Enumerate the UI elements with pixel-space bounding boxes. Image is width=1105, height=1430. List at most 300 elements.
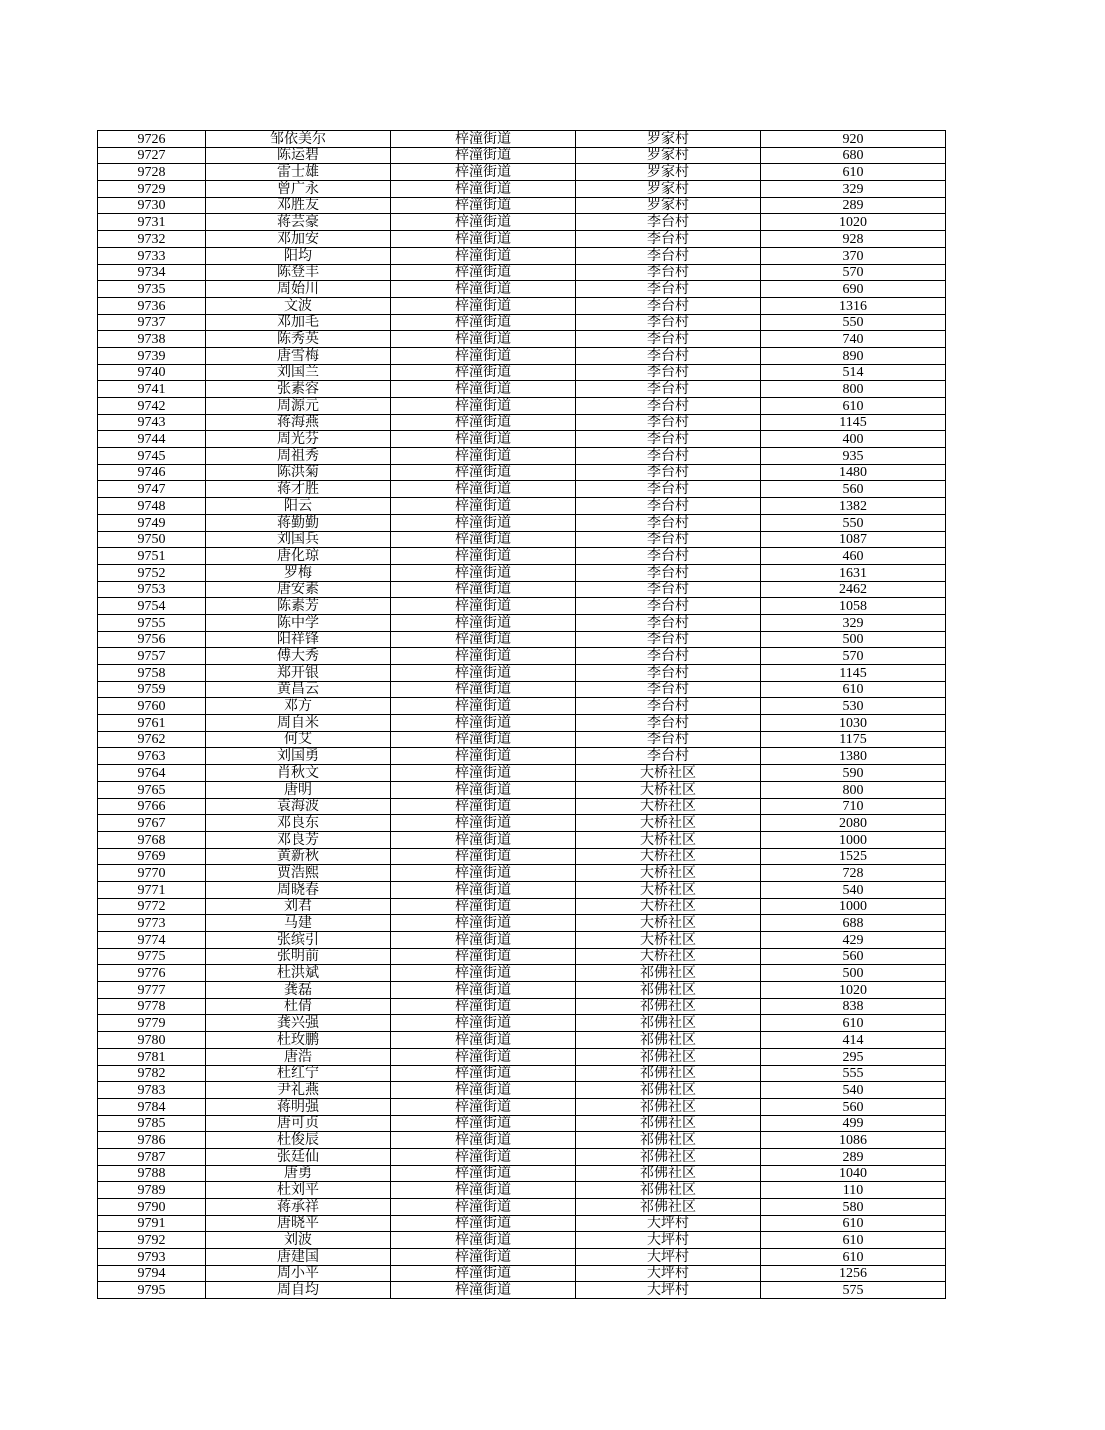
row-number-cell: 9776 — [98, 965, 206, 982]
name-cell: 尹礼燕 — [206, 1082, 391, 1099]
name-cell: 杜倩 — [206, 998, 391, 1015]
name-cell: 马建 — [206, 915, 391, 932]
name-cell: 郑开银 — [206, 665, 391, 682]
name-cell: 周小平 — [206, 1265, 391, 1282]
name-cell: 蒋承祥 — [206, 1199, 391, 1216]
name-cell: 张廷仙 — [206, 1148, 391, 1165]
amount-cell: 560 — [761, 481, 946, 498]
name-cell: 邓方 — [206, 698, 391, 715]
village-cell: 罗家村 — [576, 131, 761, 148]
row-number-cell: 9740 — [98, 364, 206, 381]
village-cell: 大桥社区 — [576, 765, 761, 782]
street-cell: 梓潼街道 — [391, 648, 576, 665]
village-cell: 罗家村 — [576, 197, 761, 214]
name-cell: 杜玫鹏 — [206, 1032, 391, 1049]
street-cell: 梓潼街道 — [391, 414, 576, 431]
amount-cell: 1030 — [761, 715, 946, 732]
amount-cell: 514 — [761, 364, 946, 381]
name-cell: 刘国兰 — [206, 364, 391, 381]
name-cell: 曾广永 — [206, 181, 391, 198]
row-number-cell: 9768 — [98, 831, 206, 848]
table-row — [98, 314, 946, 331]
street-cell: 梓潼街道 — [391, 281, 576, 298]
street-cell: 梓潼街道 — [391, 514, 576, 531]
table-row — [98, 1265, 946, 1282]
street-cell: 梓潼街道 — [391, 164, 576, 181]
street-cell: 梓潼街道 — [391, 665, 576, 682]
row-number-cell: 9747 — [98, 481, 206, 498]
street-cell: 梓潼街道 — [391, 982, 576, 999]
street-cell: 梓潼街道 — [391, 1165, 576, 1182]
village-cell: 李台村 — [576, 598, 761, 615]
table-row — [98, 1048, 946, 1065]
row-number-cell: 9763 — [98, 748, 206, 765]
street-cell: 梓潼街道 — [391, 1065, 576, 1082]
name-cell: 龚磊 — [206, 982, 391, 999]
table-row — [98, 965, 946, 982]
name-cell: 周光芬 — [206, 431, 391, 448]
table-row — [98, 731, 946, 748]
village-cell: 李台村 — [576, 631, 761, 648]
amount-cell: 429 — [761, 932, 946, 949]
name-cell: 陈中学 — [206, 614, 391, 631]
village-cell: 李台村 — [576, 514, 761, 531]
table-row — [98, 264, 946, 281]
row-number-cell: 9788 — [98, 1165, 206, 1182]
row-number-cell: 9772 — [98, 898, 206, 915]
village-cell: 李台村 — [576, 715, 761, 732]
amount-cell: 610 — [761, 1232, 946, 1249]
amount-cell: 1175 — [761, 731, 946, 748]
village-cell: 祁佛社区 — [576, 1032, 761, 1049]
name-cell: 蒋芸豪 — [206, 214, 391, 231]
name-cell: 唐建国 — [206, 1249, 391, 1266]
village-cell: 大桥社区 — [576, 831, 761, 848]
table-row — [98, 548, 946, 565]
name-cell: 蒋才胜 — [206, 481, 391, 498]
name-cell: 杜刘平 — [206, 1182, 391, 1199]
village-cell: 祁佛社区 — [576, 1148, 761, 1165]
table-row — [98, 481, 946, 498]
table-row — [98, 665, 946, 682]
street-cell: 梓潼街道 — [391, 398, 576, 415]
row-number-cell: 9744 — [98, 431, 206, 448]
row-number-cell: 9777 — [98, 982, 206, 999]
row-number-cell: 9736 — [98, 297, 206, 314]
table-row — [98, 1082, 946, 1099]
name-cell: 邓加毛 — [206, 314, 391, 331]
amount-cell: 540 — [761, 881, 946, 898]
table-row — [98, 1065, 946, 1082]
amount-cell: 1020 — [761, 214, 946, 231]
row-number-cell: 9771 — [98, 881, 206, 898]
name-cell: 刘国兵 — [206, 531, 391, 548]
street-cell: 梓潼街道 — [391, 247, 576, 264]
table-row — [98, 281, 946, 298]
name-cell: 周源元 — [206, 398, 391, 415]
row-number-cell: 9741 — [98, 381, 206, 398]
village-cell: 罗家村 — [576, 164, 761, 181]
row-number-cell: 9766 — [98, 798, 206, 815]
name-cell: 罗梅 — [206, 564, 391, 581]
amount-cell: 499 — [761, 1115, 946, 1132]
street-cell: 梓潼街道 — [391, 614, 576, 631]
row-number-cell: 9761 — [98, 715, 206, 732]
street-cell: 梓潼街道 — [391, 314, 576, 331]
row-number-cell: 9767 — [98, 815, 206, 832]
table-row — [98, 765, 946, 782]
name-cell: 肖秋文 — [206, 765, 391, 782]
street-cell: 梓潼街道 — [391, 748, 576, 765]
table-row — [98, 147, 946, 164]
village-cell: 祁佛社区 — [576, 1182, 761, 1199]
table-row — [98, 932, 946, 949]
amount-cell: 1480 — [761, 464, 946, 481]
name-cell: 陈素芳 — [206, 598, 391, 615]
row-number-cell: 9742 — [98, 398, 206, 415]
street-cell: 梓潼街道 — [391, 1032, 576, 1049]
amount-cell: 800 — [761, 381, 946, 398]
row-number-cell: 9770 — [98, 865, 206, 882]
table-row — [98, 364, 946, 381]
table-row — [98, 1282, 946, 1299]
village-cell: 祁佛社区 — [576, 1048, 761, 1065]
street-cell: 梓潼街道 — [391, 898, 576, 915]
row-number-cell: 9773 — [98, 915, 206, 932]
street-cell: 梓潼街道 — [391, 965, 576, 982]
village-cell: 李台村 — [576, 531, 761, 548]
table-row — [98, 1182, 946, 1199]
village-cell: 祁佛社区 — [576, 1098, 761, 1115]
amount-cell: 1380 — [761, 748, 946, 765]
amount-cell: 1145 — [761, 414, 946, 431]
name-cell: 阳祥锋 — [206, 631, 391, 648]
amount-cell: 500 — [761, 965, 946, 982]
row-number-cell: 9760 — [98, 698, 206, 715]
street-cell: 梓潼街道 — [391, 932, 576, 949]
street-cell: 梓潼街道 — [391, 1115, 576, 1132]
amount-cell: 570 — [761, 648, 946, 665]
amount-cell: 289 — [761, 1148, 946, 1165]
table-row — [98, 748, 946, 765]
street-cell: 梓潼街道 — [391, 297, 576, 314]
table-row — [98, 131, 946, 148]
row-number-cell: 9756 — [98, 631, 206, 648]
street-cell: 梓潼街道 — [391, 1232, 576, 1249]
row-number-cell: 9789 — [98, 1182, 206, 1199]
village-cell: 大桥社区 — [576, 848, 761, 865]
street-cell: 梓潼街道 — [391, 231, 576, 248]
street-cell: 梓潼街道 — [391, 798, 576, 815]
village-cell: 大坪村 — [576, 1265, 761, 1282]
village-cell: 祁佛社区 — [576, 965, 761, 982]
row-number-cell: 9779 — [98, 1015, 206, 1032]
row-number-cell: 9753 — [98, 581, 206, 598]
street-cell: 梓潼街道 — [391, 381, 576, 398]
amount-cell: 800 — [761, 781, 946, 798]
row-number-cell: 9757 — [98, 648, 206, 665]
street-cell: 梓潼街道 — [391, 998, 576, 1015]
row-number-cell: 9791 — [98, 1215, 206, 1232]
name-cell: 阳均 — [206, 247, 391, 264]
row-number-cell: 9765 — [98, 781, 206, 798]
row-number-cell: 9752 — [98, 564, 206, 581]
amount-cell: 575 — [761, 1282, 946, 1299]
amount-cell: 400 — [761, 431, 946, 448]
village-cell: 李台村 — [576, 431, 761, 448]
street-cell: 梓潼街道 — [391, 881, 576, 898]
amount-cell: 560 — [761, 948, 946, 965]
amount-cell: 555 — [761, 1065, 946, 1082]
row-number-cell: 9794 — [98, 1265, 206, 1282]
street-cell: 梓潼街道 — [391, 131, 576, 148]
name-cell: 雷士雄 — [206, 164, 391, 181]
amount-cell: 890 — [761, 347, 946, 364]
street-cell: 梓潼街道 — [391, 197, 576, 214]
street-cell: 梓潼街道 — [391, 781, 576, 798]
village-cell: 罗家村 — [576, 181, 761, 198]
village-cell: 祁佛社区 — [576, 982, 761, 999]
row-number-cell: 9733 — [98, 247, 206, 264]
name-cell: 邓胜友 — [206, 197, 391, 214]
row-number-cell: 9783 — [98, 1082, 206, 1099]
table-row — [98, 414, 946, 431]
name-cell: 唐可贞 — [206, 1115, 391, 1132]
street-cell: 梓潼街道 — [391, 1015, 576, 1032]
name-cell: 周自均 — [206, 1282, 391, 1299]
table-row — [98, 1148, 946, 1165]
street-cell: 梓潼街道 — [391, 948, 576, 965]
street-cell: 梓潼街道 — [391, 531, 576, 548]
amount-cell: 1020 — [761, 982, 946, 999]
row-number-cell: 9793 — [98, 1249, 206, 1266]
street-cell: 梓潼街道 — [391, 1048, 576, 1065]
row-number-cell: 9746 — [98, 464, 206, 481]
street-cell: 梓潼街道 — [391, 364, 576, 381]
table-row — [98, 982, 946, 999]
village-cell: 祁佛社区 — [576, 1115, 761, 1132]
row-number-cell: 9735 — [98, 281, 206, 298]
name-cell: 周始川 — [206, 281, 391, 298]
table-row — [98, 398, 946, 415]
street-cell: 梓潼街道 — [391, 1282, 576, 1299]
row-number-cell: 9729 — [98, 181, 206, 198]
table-row — [98, 581, 946, 598]
amount-cell: 295 — [761, 1048, 946, 1065]
village-cell: 大桥社区 — [576, 781, 761, 798]
street-cell: 梓潼街道 — [391, 1265, 576, 1282]
table-row — [98, 798, 946, 815]
village-cell: 李台村 — [576, 347, 761, 364]
name-cell: 刘国勇 — [206, 748, 391, 765]
village-cell: 李台村 — [576, 331, 761, 348]
village-cell: 大坪村 — [576, 1232, 761, 1249]
name-cell: 邓良东 — [206, 815, 391, 832]
name-cell: 贾浩熙 — [206, 865, 391, 882]
name-cell: 龚兴强 — [206, 1015, 391, 1032]
street-cell: 梓潼街道 — [391, 1082, 576, 1099]
street-cell: 梓潼街道 — [391, 865, 576, 882]
amount-cell: 680 — [761, 147, 946, 164]
name-cell: 邓良芳 — [206, 831, 391, 848]
name-cell: 周祖秀 — [206, 448, 391, 465]
row-number-cell: 9730 — [98, 197, 206, 214]
amount-cell: 1145 — [761, 665, 946, 682]
table-row — [98, 214, 946, 231]
name-cell: 唐晓平 — [206, 1215, 391, 1232]
street-cell: 梓潼街道 — [391, 598, 576, 615]
street-cell: 梓潼街道 — [391, 815, 576, 832]
street-cell: 梓潼街道 — [391, 1132, 576, 1149]
name-cell: 杜洪斌 — [206, 965, 391, 982]
name-cell: 陈洪菊 — [206, 464, 391, 481]
name-cell: 唐勇 — [206, 1165, 391, 1182]
row-number-cell: 9728 — [98, 164, 206, 181]
row-number-cell: 9759 — [98, 681, 206, 698]
village-cell: 大桥社区 — [576, 815, 761, 832]
amount-cell: 1631 — [761, 564, 946, 581]
street-cell: 梓潼街道 — [391, 681, 576, 698]
amount-cell: 570 — [761, 264, 946, 281]
name-cell: 张缤引 — [206, 932, 391, 949]
name-cell: 周晓春 — [206, 881, 391, 898]
village-cell: 李台村 — [576, 648, 761, 665]
name-cell: 唐浩 — [206, 1048, 391, 1065]
village-cell: 李台村 — [576, 381, 761, 398]
street-cell: 梓潼街道 — [391, 1215, 576, 1232]
amount-cell: 610 — [761, 1015, 946, 1032]
name-cell: 张素容 — [206, 381, 391, 398]
table-row — [98, 614, 946, 631]
row-number-cell: 9737 — [98, 314, 206, 331]
street-cell: 梓潼街道 — [391, 481, 576, 498]
village-cell: 李台村 — [576, 398, 761, 415]
street-cell: 梓潼街道 — [391, 264, 576, 281]
street-cell: 梓潼街道 — [391, 765, 576, 782]
village-cell: 祁佛社区 — [576, 998, 761, 1015]
name-cell: 杜红宁 — [206, 1065, 391, 1082]
amount-cell: 1058 — [761, 598, 946, 615]
table-row — [98, 381, 946, 398]
name-cell: 蒋勤勤 — [206, 514, 391, 531]
name-cell: 陈运碧 — [206, 147, 391, 164]
street-cell: 梓潼街道 — [391, 181, 576, 198]
name-cell: 唐雪梅 — [206, 347, 391, 364]
name-cell: 唐化琼 — [206, 548, 391, 565]
table-row — [98, 231, 946, 248]
table-row — [98, 297, 946, 314]
table-row — [98, 1249, 946, 1266]
street-cell: 梓潼街道 — [391, 347, 576, 364]
data-table — [97, 130, 946, 1299]
row-number-cell: 9782 — [98, 1065, 206, 1082]
amount-cell: 1086 — [761, 1132, 946, 1149]
row-number-cell: 9755 — [98, 614, 206, 631]
row-number-cell: 9738 — [98, 331, 206, 348]
table-row — [98, 948, 946, 965]
street-cell: 梓潼街道 — [391, 1148, 576, 1165]
table-row — [98, 247, 946, 264]
table-row — [98, 1165, 946, 1182]
table-row — [98, 1032, 946, 1049]
street-cell: 梓潼街道 — [391, 214, 576, 231]
amount-cell: 928 — [761, 231, 946, 248]
name-cell: 邹依美尔 — [206, 131, 391, 148]
village-cell: 祁佛社区 — [576, 1065, 761, 1082]
row-number-cell: 9751 — [98, 548, 206, 565]
village-cell: 罗家村 — [576, 147, 761, 164]
amount-cell: 1000 — [761, 831, 946, 848]
village-cell: 大坪村 — [576, 1282, 761, 1299]
village-cell: 祁佛社区 — [576, 1165, 761, 1182]
village-cell: 李台村 — [576, 681, 761, 698]
village-cell: 大桥社区 — [576, 865, 761, 882]
row-number-cell: 9750 — [98, 531, 206, 548]
village-cell: 大桥社区 — [576, 898, 761, 915]
amount-cell: 728 — [761, 865, 946, 882]
table-row — [98, 181, 946, 198]
name-cell: 黄昌云 — [206, 681, 391, 698]
amount-cell: 580 — [761, 1199, 946, 1216]
row-number-cell: 9739 — [98, 347, 206, 364]
village-cell: 大桥社区 — [576, 881, 761, 898]
name-cell: 邓加安 — [206, 231, 391, 248]
street-cell: 梓潼街道 — [391, 331, 576, 348]
row-number-cell: 9790 — [98, 1199, 206, 1216]
name-cell: 周自米 — [206, 715, 391, 732]
village-cell: 李台村 — [576, 581, 761, 598]
name-cell: 蒋海燕 — [206, 414, 391, 431]
table-row — [98, 631, 946, 648]
table-row — [98, 197, 946, 214]
street-cell: 梓潼街道 — [391, 464, 576, 481]
village-cell: 李台村 — [576, 665, 761, 682]
village-cell: 李台村 — [576, 481, 761, 498]
village-cell: 李台村 — [576, 264, 761, 281]
name-cell: 蒋明强 — [206, 1098, 391, 1115]
amount-cell: 289 — [761, 197, 946, 214]
table-row — [98, 915, 946, 932]
village-cell: 李台村 — [576, 464, 761, 481]
table-row — [98, 498, 946, 515]
row-number-cell: 9749 — [98, 514, 206, 531]
amount-cell: 920 — [761, 131, 946, 148]
row-number-cell: 9762 — [98, 731, 206, 748]
amount-cell: 2462 — [761, 581, 946, 598]
row-number-cell: 9792 — [98, 1232, 206, 1249]
table-row — [98, 865, 946, 882]
table-row — [98, 448, 946, 465]
amount-cell: 610 — [761, 681, 946, 698]
table-row — [98, 564, 946, 581]
amount-cell: 610 — [761, 1215, 946, 1232]
street-cell: 梓潼街道 — [391, 1249, 576, 1266]
street-cell: 梓潼街道 — [391, 147, 576, 164]
street-cell: 梓潼街道 — [391, 548, 576, 565]
village-cell: 李台村 — [576, 731, 761, 748]
row-number-cell: 9726 — [98, 131, 206, 148]
amount-cell: 1316 — [761, 297, 946, 314]
village-cell: 李台村 — [576, 414, 761, 431]
amount-cell: 838 — [761, 998, 946, 1015]
table-row — [98, 815, 946, 832]
row-number-cell: 9786 — [98, 1132, 206, 1149]
table-row — [98, 698, 946, 715]
amount-cell: 540 — [761, 1082, 946, 1099]
village-cell: 大桥社区 — [576, 915, 761, 932]
row-number-cell: 9732 — [98, 231, 206, 248]
amount-cell: 1525 — [761, 848, 946, 865]
